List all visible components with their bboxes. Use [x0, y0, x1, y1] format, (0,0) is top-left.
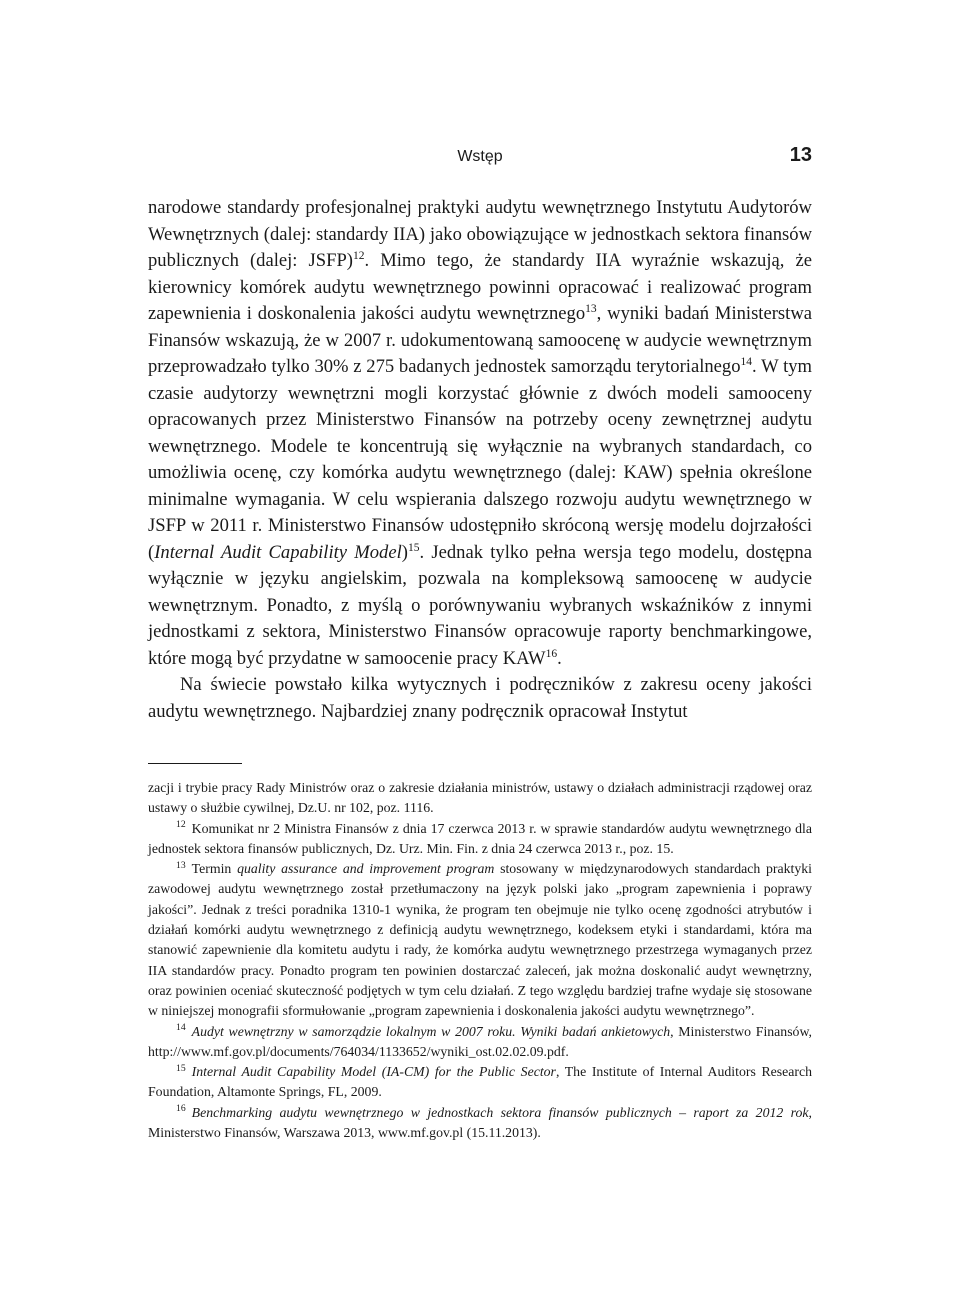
- paragraph: Na świecie powstało kilka wytycznych i podręczników z zakresu oceny jakości audytu wewnętrznego. Najbardziej znany podręcznik opracował Instytut: [148, 674, 812, 722]
- footnote-text: Termin: [191, 861, 238, 877]
- footnote-ref-12[interactable]: 12: [352, 249, 365, 262]
- footnote-ref-13[interactable]: 13: [585, 302, 597, 315]
- footnote-15: [148, 1062, 812, 1103]
- footnote-separator: [148, 763, 242, 764]
- running-title: Wstęp: [457, 148, 503, 165]
- footnote-mark: 14: [176, 1021, 186, 1033]
- footnote-text: , The Institute of Internal Auditors Research Foundation, Altamonte Springs, FL, 2009.: [148, 1064, 813, 1100]
- footnote-mark: 15: [176, 1062, 186, 1074]
- footnote-text: stosowany w międzynarodowych standardach praktyki zawodowej audytu wewnętrznego został przetłumaczony na język polski jako „program zapewnienia i poprawy jakości”. Jednak z treści poradnika 1310-1 wynika, że program ten obejmuje nie tylko ocenę zgodności atrybutów i działań komórki audytu wewnętrznego z definicją audytu wewnętrznego, kodeksem etyki i standardami, która ma stanowić zapewnienie dla komitetu audytu i rady, że komórka audytu wewnętrznego przestrzega wymaganych przez IIA standardów pracy. Ponadto program ten powinien dostarczać zaleceń, jak można doskonalić audyt wewnętrzny, oraz powinien oceniać skuteczność podjętych w tym celu działań. Z tego względu bardziej trafne wydaje się stosowane w niniejszej monografii sformułowanie „program zapewnienia i doskonalenia jakości audytu wewnętrznego”.: [148, 861, 812, 1019]
- footnote-14: [148, 1022, 812, 1063]
- footnote-continuation: zacji i trybie pracy Rady Ministrów oraz o zakresie działania ministrów, ustawy o działach administracji rządowej oraz ustawy o służbie cywilnej, Dz.U. nr 102, poz. 1116.: [148, 780, 812, 816]
- italic-term: quality assurance and improvement program: [237, 861, 495, 877]
- text-run: .: [557, 647, 562, 669]
- footnote-ref-14[interactable]: 14: [740, 355, 753, 368]
- text-run: . W tym czasie audytorzy wewnętrzni mogli korzystać głównie z dwóch modeli samooceny opracowanych przez Ministerstwo Finansów na potrzeby oceny zewnętrznej audytu wewnętrznego. Modele te koncentrują się wyłącznie na wybranych standardach, co umożliwia ocenę, czy komórka audytu wewnętrznego (dalej: KAW) spełnia określone minimalne wymagania. W celu wspierania dalszego rozwoju audytu wewnętrznego w JSFP w 2011 r. Ministerstwo Finansów udostępniło skróconą wersję modelu dojrzałości (: [148, 356, 813, 563]
- text-run: . Jednak tylko pełna wersja tego modelu, dostępna wyłącznie w języku angielskim, pozwala na kompleksową samoocenę w audycie wewnętrznym. Ponadto, z myślą o porównywaniu wybranych wskaźników z innymi jednostkami z sektora, Ministerstwo Finansów opracowuje raporty benchmarkingowe, które mogą być przydatne w samoocenie pracy KAW: [148, 541, 812, 669]
- footnote-mark: 13: [176, 859, 186, 871]
- footnote-12: [148, 819, 812, 860]
- footnote-text: , Ministerstwo Finansów, http://www.mf.gov.pl/documents/764034/1133652/wyniki_ost.02.02.09.pdf.: [148, 1023, 812, 1059]
- footnote-13: [148, 859, 812, 1021]
- footnote-text: , Ministerstwo Finansów, Warszawa 2013, www.mf.gov.pl (15.11.2013).: [148, 1104, 812, 1141]
- italic-title: Audyt wewnętrzny w samorządzie lokalnym w 2007 roku. Wyniki badań ankietowych: [191, 1023, 671, 1039]
- page-number: 13: [789, 144, 812, 166]
- footnote-text: Komunikat nr 2 Ministra Finansów z dnia 17 czerwca 2013 r. w sprawie standardów audytu wewnętrznego dla jednostek sektora finansów publicznych, Dz. Urz. Min. Fin. z dnia 24 czerwca 2013 r., poz. 15.: [148, 820, 812, 856]
- running-header: [148, 144, 812, 174]
- italic-term: Internal Audit Capability Model: [154, 541, 402, 563]
- text-run: , wyniki badań Ministerstwa Finansów wskazują, że w 2007 r. udokumentowaną samoocenę w audycie wewnętrznym przeprowadzało tylko 30% z 275 badanych jednostek samorządu terytorialnego: [148, 303, 812, 377]
- footnote-16: [148, 1103, 812, 1144]
- text-run: . Mimo tego, że standardy IIA wyraźnie wskazują, że kierownicy komórek audytu wewnętrznego powinni opracować i realizować program zapewnienia i doskonalenia jakości audytu wewnętrznego: [148, 250, 812, 324]
- italic-title: Benchmarking audytu wewnętrznego w jednostkach sektora finansów publicznych – raport za 2012 rok: [191, 1104, 809, 1120]
- text-run: narodowe standardy profesjonalnej praktyki audytu wewnętrznego Instytutu Audytorów Wewnętrznych (dalej: standardy IIA) jako obowiązujące w jednostkach sektora finansów publicznych (dalej: JSFP): [148, 197, 812, 271]
- footnote-ref-16[interactable]: 16: [545, 647, 558, 660]
- footnotes: [148, 778, 812, 1143]
- italic-title: Internal Audit Capability Model (IA-CM) for the Public Sector: [191, 1064, 556, 1080]
- text-run: ): [401, 541, 408, 563]
- paragraph: [148, 195, 812, 672]
- footnote-ref-15[interactable]: 15: [407, 541, 420, 554]
- main-text: [148, 195, 812, 725]
- footnote-mark: 16: [176, 1103, 186, 1115]
- footnote-mark: 12: [176, 819, 186, 830]
